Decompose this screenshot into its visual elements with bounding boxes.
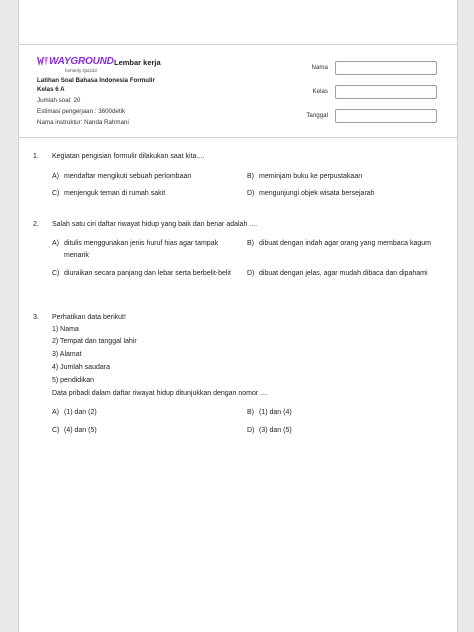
- worksheet-page: [18, 0, 458, 632]
- option-text: dibuat dengan indah agar orang yang membaca kagum: [259, 240, 432, 247]
- data-line: 5) pendidikan: [52, 377, 95, 384]
- question-number: 3.: [33, 314, 39, 321]
- data-line: 3) Alamat: [52, 351, 82, 358]
- logo-subtitle: formerly Quizizz: [65, 68, 98, 73]
- wayground-logo-icon: [37, 57, 48, 66]
- question-number: 2.: [33, 221, 39, 228]
- date-label: Tanggal: [306, 112, 328, 119]
- class-field-label: Kelas: [312, 88, 328, 95]
- option-text: ditulis menggunakan jenis huruf hias agar tampak menarik: [64, 240, 219, 259]
- option-letter: C): [52, 190, 60, 197]
- option-text: (1) dan (4): [259, 409, 292, 416]
- date-field[interactable]: [335, 109, 437, 123]
- class-label: Kelas 6 A: [37, 86, 65, 93]
- option-text: (3) dan (5): [259, 427, 292, 434]
- option-text: menjenguk teman di rumah sakit: [64, 190, 166, 197]
- option-letter: B): [247, 240, 254, 247]
- question-text: Salah satu ciri daftar riwayat hidup yang baik dan benar adalah ....: [52, 221, 258, 228]
- option-text: (1) dan (2): [64, 409, 97, 416]
- question-prompt: Data pribadi dalam daftar riwayat hidup ditunjukkan dengan nomor ....: [52, 390, 268, 397]
- data-line: 1) Nama: [52, 326, 79, 333]
- question-text: Kegiatan pengisian formulir dilakukan saat kita....: [52, 153, 205, 160]
- option-letter: C): [52, 427, 60, 434]
- question-text: Perhatikan data berikut!: [52, 314, 126, 321]
- data-line: 4) Jumlah saudara: [52, 364, 110, 371]
- worksheet-label: Lembar kerja: [114, 58, 161, 67]
- option-letter: D): [247, 190, 255, 197]
- option-letter: B): [247, 173, 254, 180]
- option-letter: A): [52, 240, 59, 247]
- option-letter: A): [52, 409, 59, 416]
- option-text: mendaftar mengikuti sebuah perlombaan: [64, 173, 192, 180]
- worksheet-title: Latihan Soal Bahasa Indonesia Formulir: [37, 77, 155, 84]
- option-letter: D): [247, 270, 255, 277]
- logo-wordmark: WAYGROUND: [49, 56, 114, 67]
- class-field[interactable]: [335, 85, 437, 99]
- instructor-name: Nama instruktur: Nanda Rahmani: [37, 119, 129, 126]
- question-number: 1.: [33, 153, 39, 160]
- option-text: dibuat dengan jelas, agar mudah dibaca dan dipahami: [259, 270, 428, 277]
- option-text: diuraikan secara panjang dan lebar serta berbelit-belit: [64, 270, 231, 277]
- option-letter: B): [247, 409, 254, 416]
- option-text: mengunjungi objek wisata bersejarah: [259, 190, 375, 197]
- option-letter: C): [52, 270, 60, 277]
- option-letter: D): [247, 427, 255, 434]
- name-label: Nama: [311, 64, 328, 71]
- time-estimate: Estimasi pengerjaan : 3600detik: [37, 108, 126, 115]
- option-text: meminjam buku ke perpustakaan: [259, 173, 363, 180]
- option-text: (4) dan (5): [64, 427, 97, 434]
- question-count: Jumlah soal: 20: [37, 97, 81, 104]
- worksheet-header: [19, 44, 457, 138]
- name-field[interactable]: [335, 61, 437, 75]
- data-line: 2) Tempat dan tanggal lahir: [52, 338, 137, 345]
- option-letter: A): [52, 173, 59, 180]
